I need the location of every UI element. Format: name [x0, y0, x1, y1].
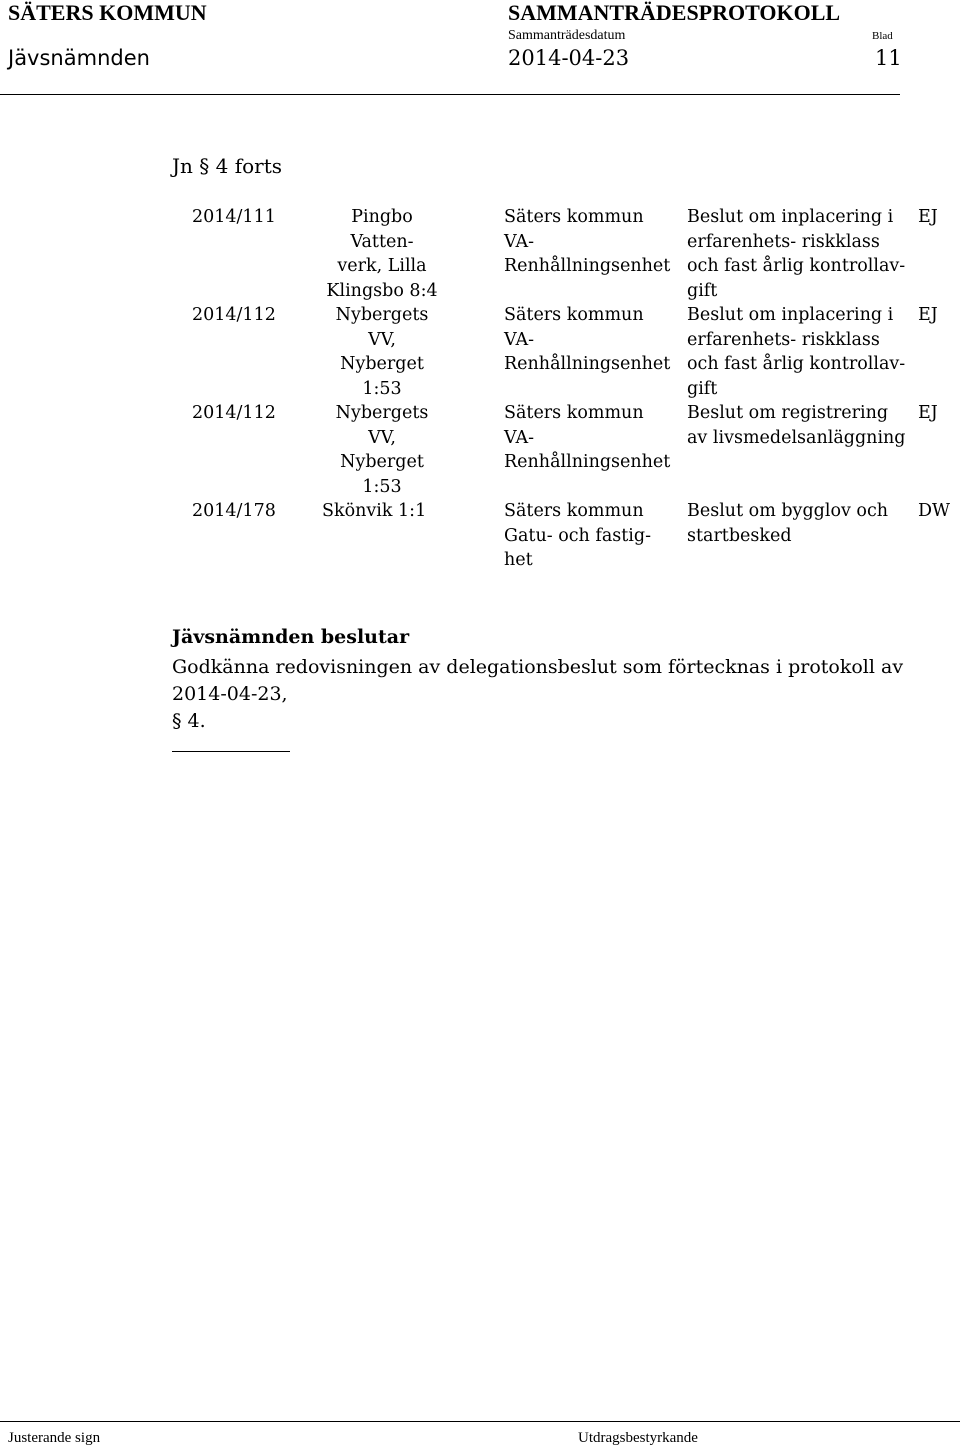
applicant-line: het [504, 550, 533, 570]
property-line: Klingsbo 8:4 [326, 280, 438, 301]
decision-text-line: Godkänna redovisningen av delegationsbeslut som förtecknas i protokoll av 2014-04-23, [172, 656, 904, 705]
applicant-line: Renhållningsenhet [504, 256, 671, 276]
applicant-cell [504, 205, 670, 279]
property-line: Pingbo Vatten- [350, 207, 414, 252]
signature-initials: EJ [918, 305, 938, 325]
decision-line: erfarenhets- riskklass [687, 329, 880, 350]
footer-divider [0, 1421, 960, 1422]
organization-name: SÄTERS KOMMUN [8, 0, 207, 25]
decision-cell [687, 205, 905, 303]
footer-adjuster-signature-label: Justerande sign [8, 1430, 101, 1446]
decision-text-line: § 4. [172, 710, 206, 732]
decision-heading: Jävsnämnden beslutar [172, 626, 410, 648]
decision-line: gift [687, 280, 718, 301]
decision-line: startbesked [687, 525, 792, 546]
property-line: Skönvik 1:1 [322, 501, 427, 521]
applicant-line: VA- [504, 329, 535, 350]
applicant-line: Säters kommun [504, 305, 644, 325]
applicant-line: Renhållningsenhet [504, 354, 671, 374]
header-divider [0, 94, 900, 95]
applicant-cell [504, 303, 670, 377]
case-number: 2014/112 [192, 305, 276, 325]
signature-line [172, 751, 290, 752]
decision-line: och fast årlig kontrollav- [687, 354, 906, 374]
meeting-date-label: Sammanträdesdatum [508, 28, 626, 43]
property-cell [322, 303, 442, 401]
property-cell [322, 205, 442, 303]
applicant-line: Säters kommun [504, 207, 644, 227]
signature-initials: EJ [918, 207, 938, 227]
decision-line: Beslut om inplacering i [687, 207, 894, 227]
footer-certification-label: Utdragsbestyrkande [578, 1430, 698, 1446]
decision-line: gift [687, 378, 718, 399]
decision-cell [687, 499, 888, 548]
case-number: 2014/178 [192, 501, 276, 521]
decision-line: Beslut om bygglov och [687, 501, 889, 521]
decision-line: Beslut om inplacering i [687, 305, 894, 325]
applicant-line: Säters kommun [504, 501, 644, 521]
property-line: verk, Lilla [337, 256, 427, 276]
signature-initials: DW [918, 501, 951, 521]
applicant-line: Säters kommun [504, 403, 644, 423]
section-title: Jn § 4 forts [172, 154, 282, 178]
decision-text [172, 654, 960, 735]
decision-cell [687, 401, 906, 450]
property-cell [322, 401, 442, 499]
applicant-line: VA- [504, 427, 535, 448]
committee-name: Jävsnämnden [8, 46, 150, 70]
page-label: Blad [872, 30, 893, 42]
decision-line: av livsmedelsanläggning [687, 427, 906, 448]
applicant-cell [504, 499, 651, 573]
decision-line: Beslut om registrering [687, 403, 889, 423]
property-line: Nybergets VV, [335, 403, 429, 448]
decision-cell [687, 303, 905, 401]
applicant-line: Gatu- och fastig- [504, 525, 651, 546]
decision-line: erfarenhets- riskklass [687, 231, 880, 252]
case-number: 2014/111 [192, 207, 276, 227]
signature-initials: EJ [918, 403, 938, 423]
applicant-line: VA- [504, 231, 535, 252]
document-type: SAMMANTRÄDESPROTOKOLL [508, 0, 841, 25]
meeting-date: 2014-04-23 [508, 46, 630, 70]
decision-line: och fast årlig kontrollav- [687, 256, 906, 276]
applicant-line: Renhållningsenhet [504, 452, 671, 472]
property-cell [322, 499, 426, 524]
property-line: Nyberget 1:53 [340, 452, 424, 497]
property-line: Nyberget 1:53 [340, 354, 424, 399]
property-line: Nybergets VV, [335, 305, 429, 350]
page-number: 11 [875, 46, 902, 70]
applicant-cell [504, 401, 670, 475]
case-number: 2014/112 [192, 403, 276, 423]
